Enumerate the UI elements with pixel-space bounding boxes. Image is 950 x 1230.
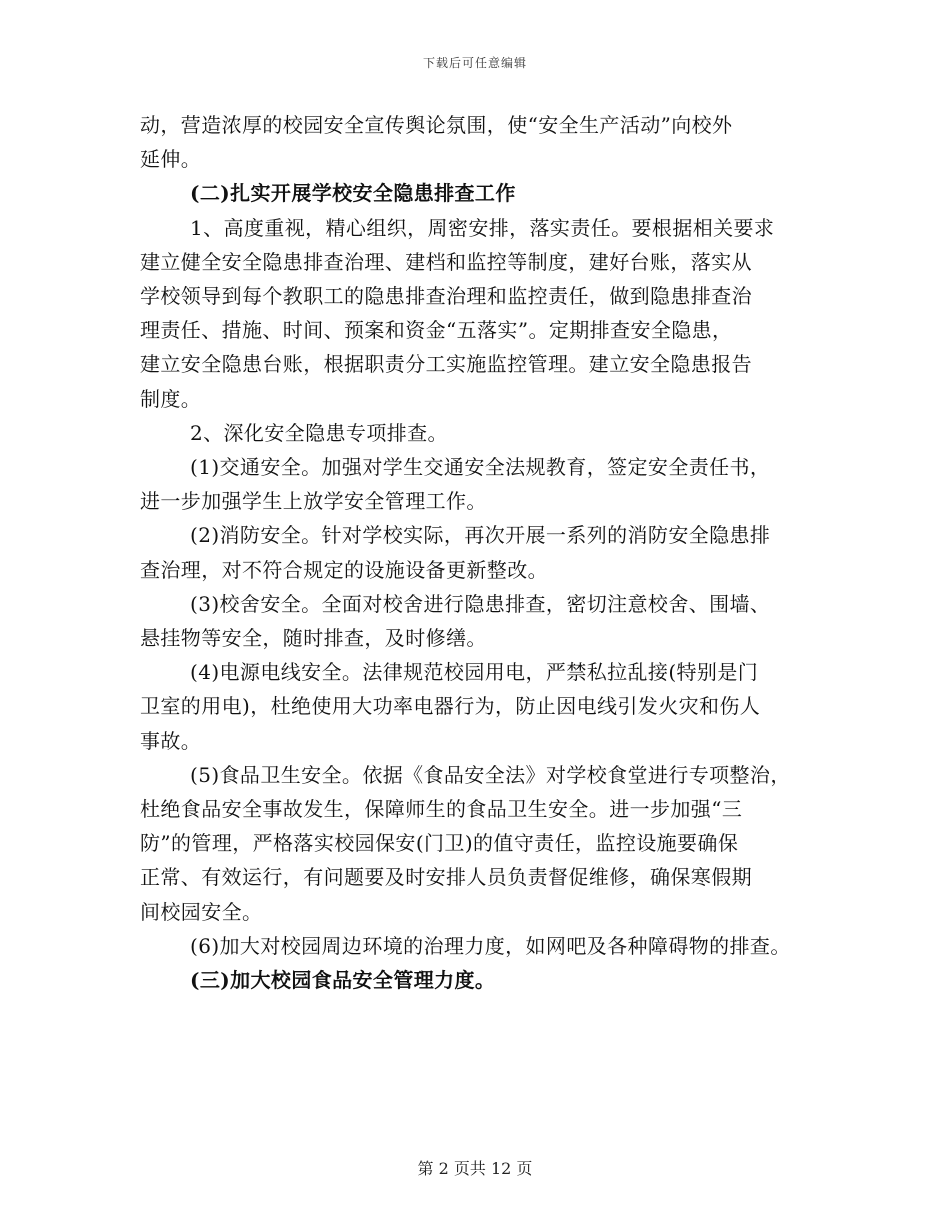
paragraph-line: 正常、有效运行，有问题要及时安排人员负责督促维修，确保寒假期 <box>140 865 752 890</box>
paragraph-line: 事故。 <box>140 728 202 753</box>
paragraph-line: 悬挂物等安全，随时排查，及时修缮。 <box>140 626 487 651</box>
paragraph-line: (1)交通安全。加强对学生交通安全法规教育，签定安全责任书， <box>190 455 771 480</box>
paragraph-line: 2、深化安全隐患专项排查。 <box>190 420 448 445</box>
paragraph-line: 1、高度重视，精心组织，周密安排，落实责任。要根据相关要求 <box>190 215 775 240</box>
paragraph-line: 杜绝食品安全事故发生，保障师生的食品卫生安全。进一步加强“三 <box>140 797 743 822</box>
paragraph-line: (4)电源电线安全。法律规范校园用电，严禁私拉乱接(特别是门 <box>190 660 759 685</box>
paragraph-line: (5)食品卫生安全。依据《食品安全法》对学校食堂进行专项整治， <box>190 762 791 787</box>
paragraph-line: 动，营造浓厚的校园安全宣传舆论氛围，使“安全生产活动”向校外 <box>140 113 733 137</box>
paragraph-line: 进一步加强学生上放学安全管理工作。 <box>140 489 487 514</box>
paragraph-line: 查治理，对不符合规定的设施设备更新整改。 <box>140 557 548 582</box>
paragraph-line: 理责任、措施、时间、预案和资金“五落实”。定期排查安全隐患， <box>140 318 733 343</box>
paragraph-line: 制度。 <box>140 386 202 411</box>
paragraph-line: (2)消防安全。针对学校实际，再次开展一系列的消防安全隐患排 <box>190 523 771 548</box>
page-header: 下载后可任意编辑 <box>422 56 527 70</box>
paragraph-line: 间校园安全。 <box>140 899 263 924</box>
paragraph-line: 卫室的用电)，杜绝使用大功率电器行为，防止因电线引发火灾和伤人 <box>140 694 761 719</box>
paragraph-line: 建立安全隐患台账，根据职责分工实施监控管理。建立安全隐患报告 <box>140 352 752 377</box>
paragraph-line: (6)加大对校园周边环境的治理力度，如网吧及各种障碍物的排查。 <box>190 933 791 958</box>
body-text <box>140 108 810 997</box>
paragraph-line: 延伸。 <box>140 147 202 172</box>
paragraph-line: (3)校舍安全。全面对校舍进行隐患排查，密切注意校舍、围墙、 <box>190 591 771 616</box>
paragraph-line: 学校领导到每个教职工的隐患排查治理和监控责任，做到隐患排查治 <box>140 284 752 309</box>
page-footer: 第 2 页共 12 页 <box>417 1159 533 1178</box>
section-heading-line: (三)加大校园食品安全管理力度。 <box>190 968 496 993</box>
paragraph-line: 建立健全安全隐患排查治理、建档和监控等制度，建好台账，落实从 <box>140 249 752 274</box>
section-heading-line: (二)扎实开展学校安全隐患排查工作 <box>190 181 516 206</box>
paragraph-line: 防”的管理，严格落实校园保安(门卫)的值守责任，监控设施要确保 <box>140 831 739 856</box>
